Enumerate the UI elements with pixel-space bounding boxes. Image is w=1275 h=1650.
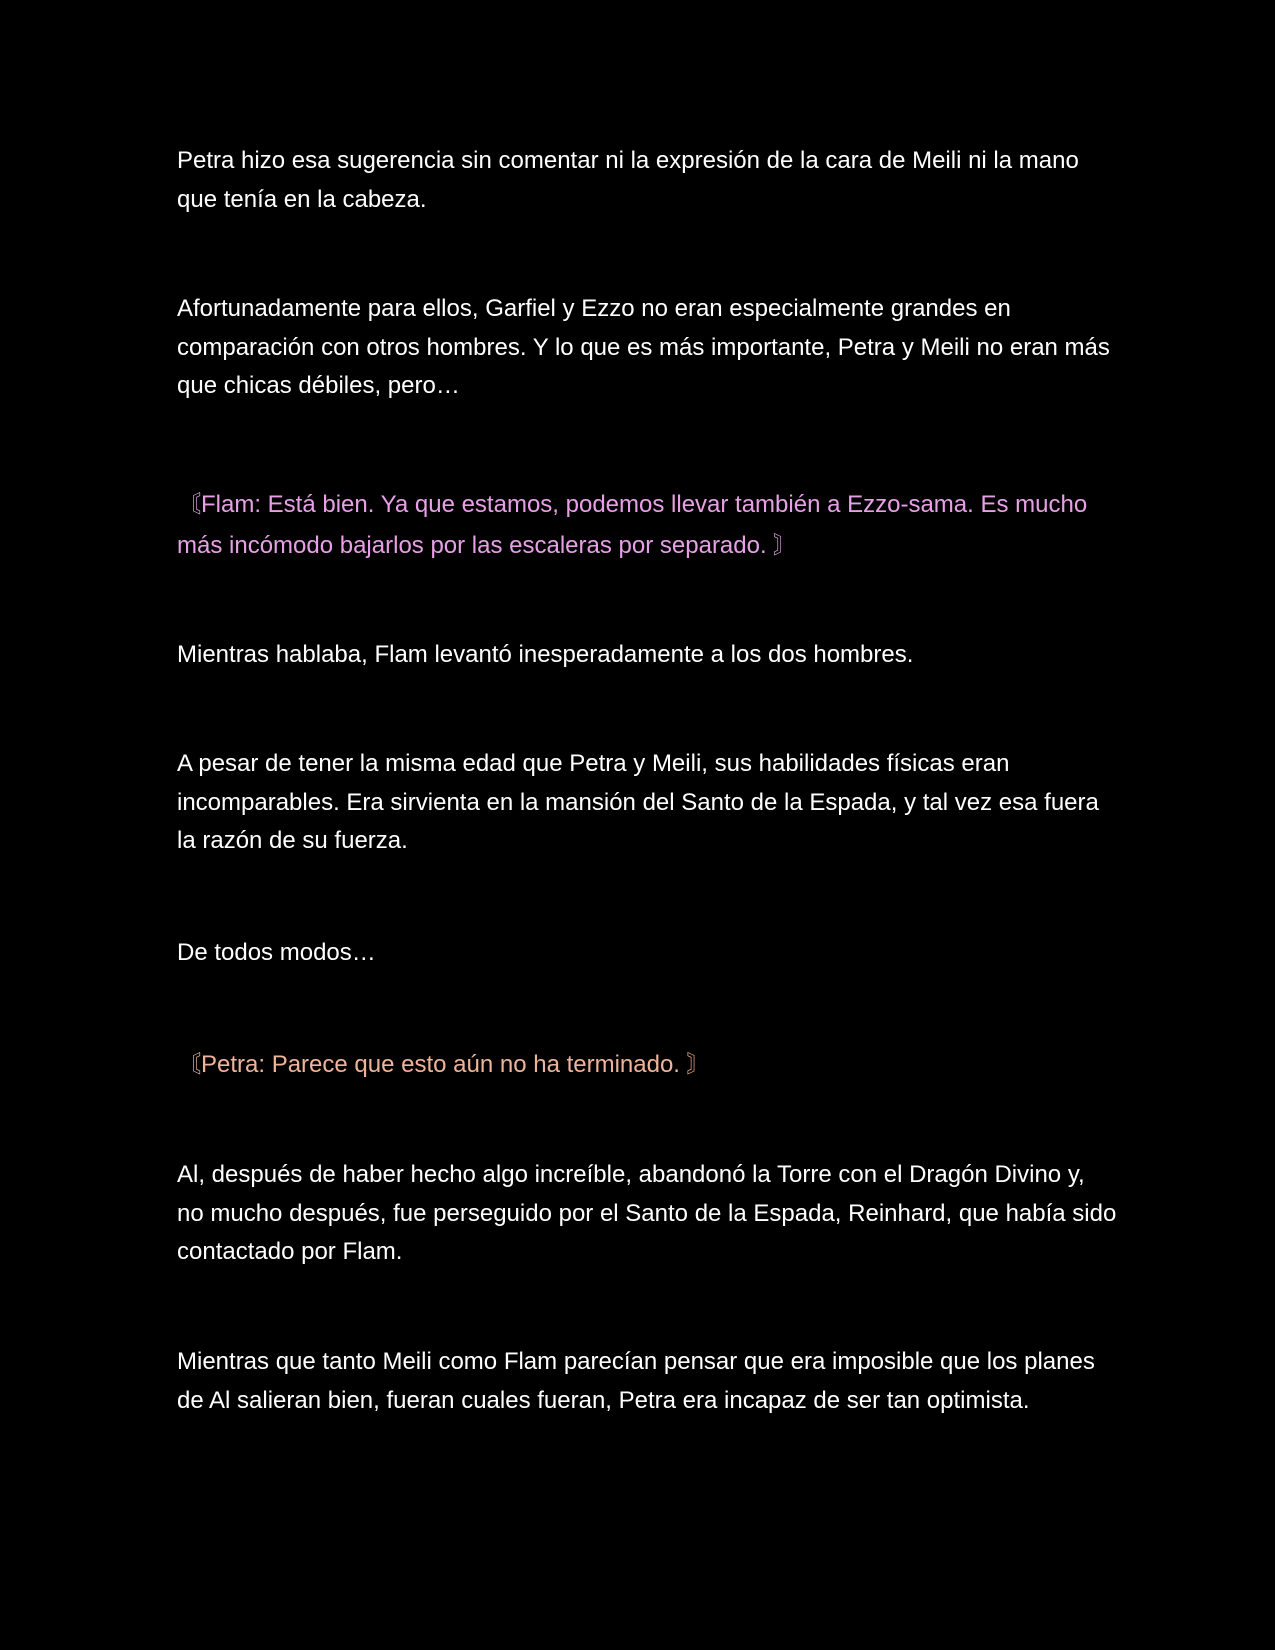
paragraph-petra-pessimism: Mientras que tanto Meili como Flam parecían pensar que era imposible que los planes de Al salieran bien, fueran cuales fueran, Petra era incapaz de ser tan optimista. — [177, 1348, 1095, 1414]
dialogue-flam: 〘Flam: Está bien. Ya que estamos, podemos llevar también a Ezzo-sama. Es mucho más incómodo bajarlos por las escaleras por separado. 〙 — [177, 491, 1088, 559]
paragraph-physical-abilities: A pesar de tener la misma edad que Petra y Meili, sus habilidades físicas eran incomparables. Era sirvienta en la mansión del Santo de la Espada, y tal vez esa fuera la razón de su fuerza. — [177, 750, 1099, 854]
paragraph-flam-lifts: Mientras hablaba, Flam levantó inesperadamente a los dos hombres. — [177, 641, 914, 668]
dialogue-petra: 〘Petra: Parece que esto aún no ha terminado. 〙 — [177, 1051, 711, 1078]
paragraph-anyway: De todos modos… — [177, 939, 376, 966]
paragraph-suggestion: Petra hizo esa sugerencia sin comentar ni la expresión de la cara de Meili ni la mano que tenía en la cabeza. — [177, 147, 1079, 213]
paragraph-garfiel-ezzo: Afortunadamente para ellos, Garfiel y Ezzo no eran especialmente grandes en comparación con otros hombres. Y lo que es más importante, Petra y Meili no eran más que chicas débiles, pero… — [177, 295, 1110, 399]
paragraph-al-departure: Al, después de haber hecho algo increíble, abandonó la Torre con el Dragón Divino y, no mucho después, fue perseguido por el Santo de la Espada, Reinhard, que había sido contactado por Flam. — [177, 1161, 1117, 1265]
